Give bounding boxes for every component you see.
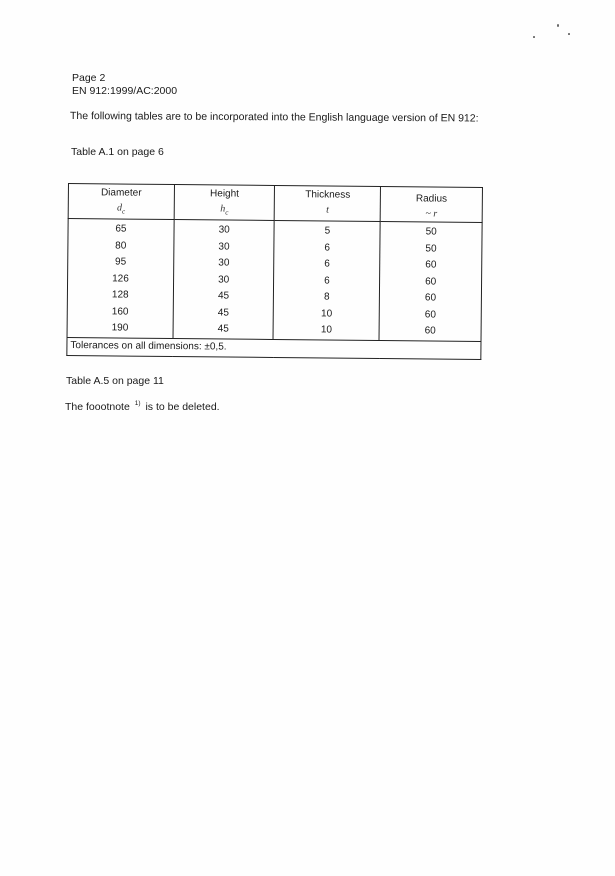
cell-thickness: 6 [274, 239, 380, 257]
column-name: Diameter [100, 187, 142, 199]
cell-height: 45 [173, 288, 274, 305]
cell-radius: 50 [380, 222, 482, 242]
cell-diameter: 128 [67, 287, 173, 305]
cell-thickness: 10 [273, 322, 379, 340]
cell-height: 30 [173, 272, 274, 289]
table-a1-caption: Table A.1 on page 6 [71, 146, 164, 158]
cell-height: 30 [174, 220, 275, 240]
cell-radius: 60 [379, 306, 481, 323]
column-header-height [174, 185, 275, 221]
table-header-row [68, 184, 482, 223]
cell-radius: 60 [379, 323, 481, 341]
intro-paragraph: The following tables are to be incorporated into the English language version of EN 912: [69, 110, 479, 125]
column-symbol: $d_c$ [117, 202, 126, 216]
footnote-text-after: is to be deleted. [145, 401, 220, 413]
document-reference: EN 912:1999/AC:2000 [72, 85, 178, 97]
cell-thickness: 5 [274, 220, 380, 240]
footnote-deletion-note [65, 400, 220, 413]
cell-height: 45 [173, 321, 274, 339]
cell-height: 30 [173, 255, 274, 272]
cell-height: 30 [174, 239, 275, 256]
column-name: Radius [415, 193, 448, 205]
column-symbol: ~ r [425, 208, 438, 220]
column-header-radius [380, 187, 482, 223]
cell-diameter: 126 [68, 271, 174, 289]
tolerance-note: Tolerances on all dimensions: ±0,5. [67, 337, 481, 359]
cell-diameter: 80 [68, 238, 174, 256]
column-symbol: t [326, 204, 330, 216]
column-symbol: $h_c$ [220, 203, 229, 217]
footnote-marker: 1) [134, 400, 141, 407]
page-number: Page 2 [72, 72, 106, 84]
footnote-text-before: The foootnote [65, 401, 130, 413]
table-a5-caption: Table A.5 on page 11 [66, 375, 164, 387]
cell-diameter: 190 [67, 320, 173, 338]
cell-radius: 60 [380, 273, 482, 290]
cell-thickness: 6 [274, 256, 380, 274]
column-name: Height [210, 188, 240, 200]
tolerance-row [67, 337, 481, 359]
cell-thickness: 10 [274, 305, 380, 323]
cell-diameter: 95 [68, 254, 174, 272]
table-a1 [66, 183, 483, 359]
column-header-diameter [68, 184, 174, 220]
cell-thickness: 8 [274, 289, 380, 307]
scan-speck [557, 24, 559, 27]
dimensions-table [66, 183, 483, 359]
scan-speck [533, 36, 535, 38]
page-header [72, 72, 177, 98]
cell-radius: 60 [380, 290, 482, 307]
cell-thickness: 6 [274, 272, 380, 290]
cell-height: 45 [173, 305, 274, 322]
scan-speck [568, 33, 570, 35]
cell-radius: 60 [380, 257, 482, 274]
column-header-thickness [275, 185, 381, 221]
cell-radius: 50 [380, 240, 482, 257]
column-name: Thickness [305, 189, 351, 201]
cell-diameter: 160 [67, 303, 173, 321]
cell-diameter: 65 [68, 219, 174, 239]
